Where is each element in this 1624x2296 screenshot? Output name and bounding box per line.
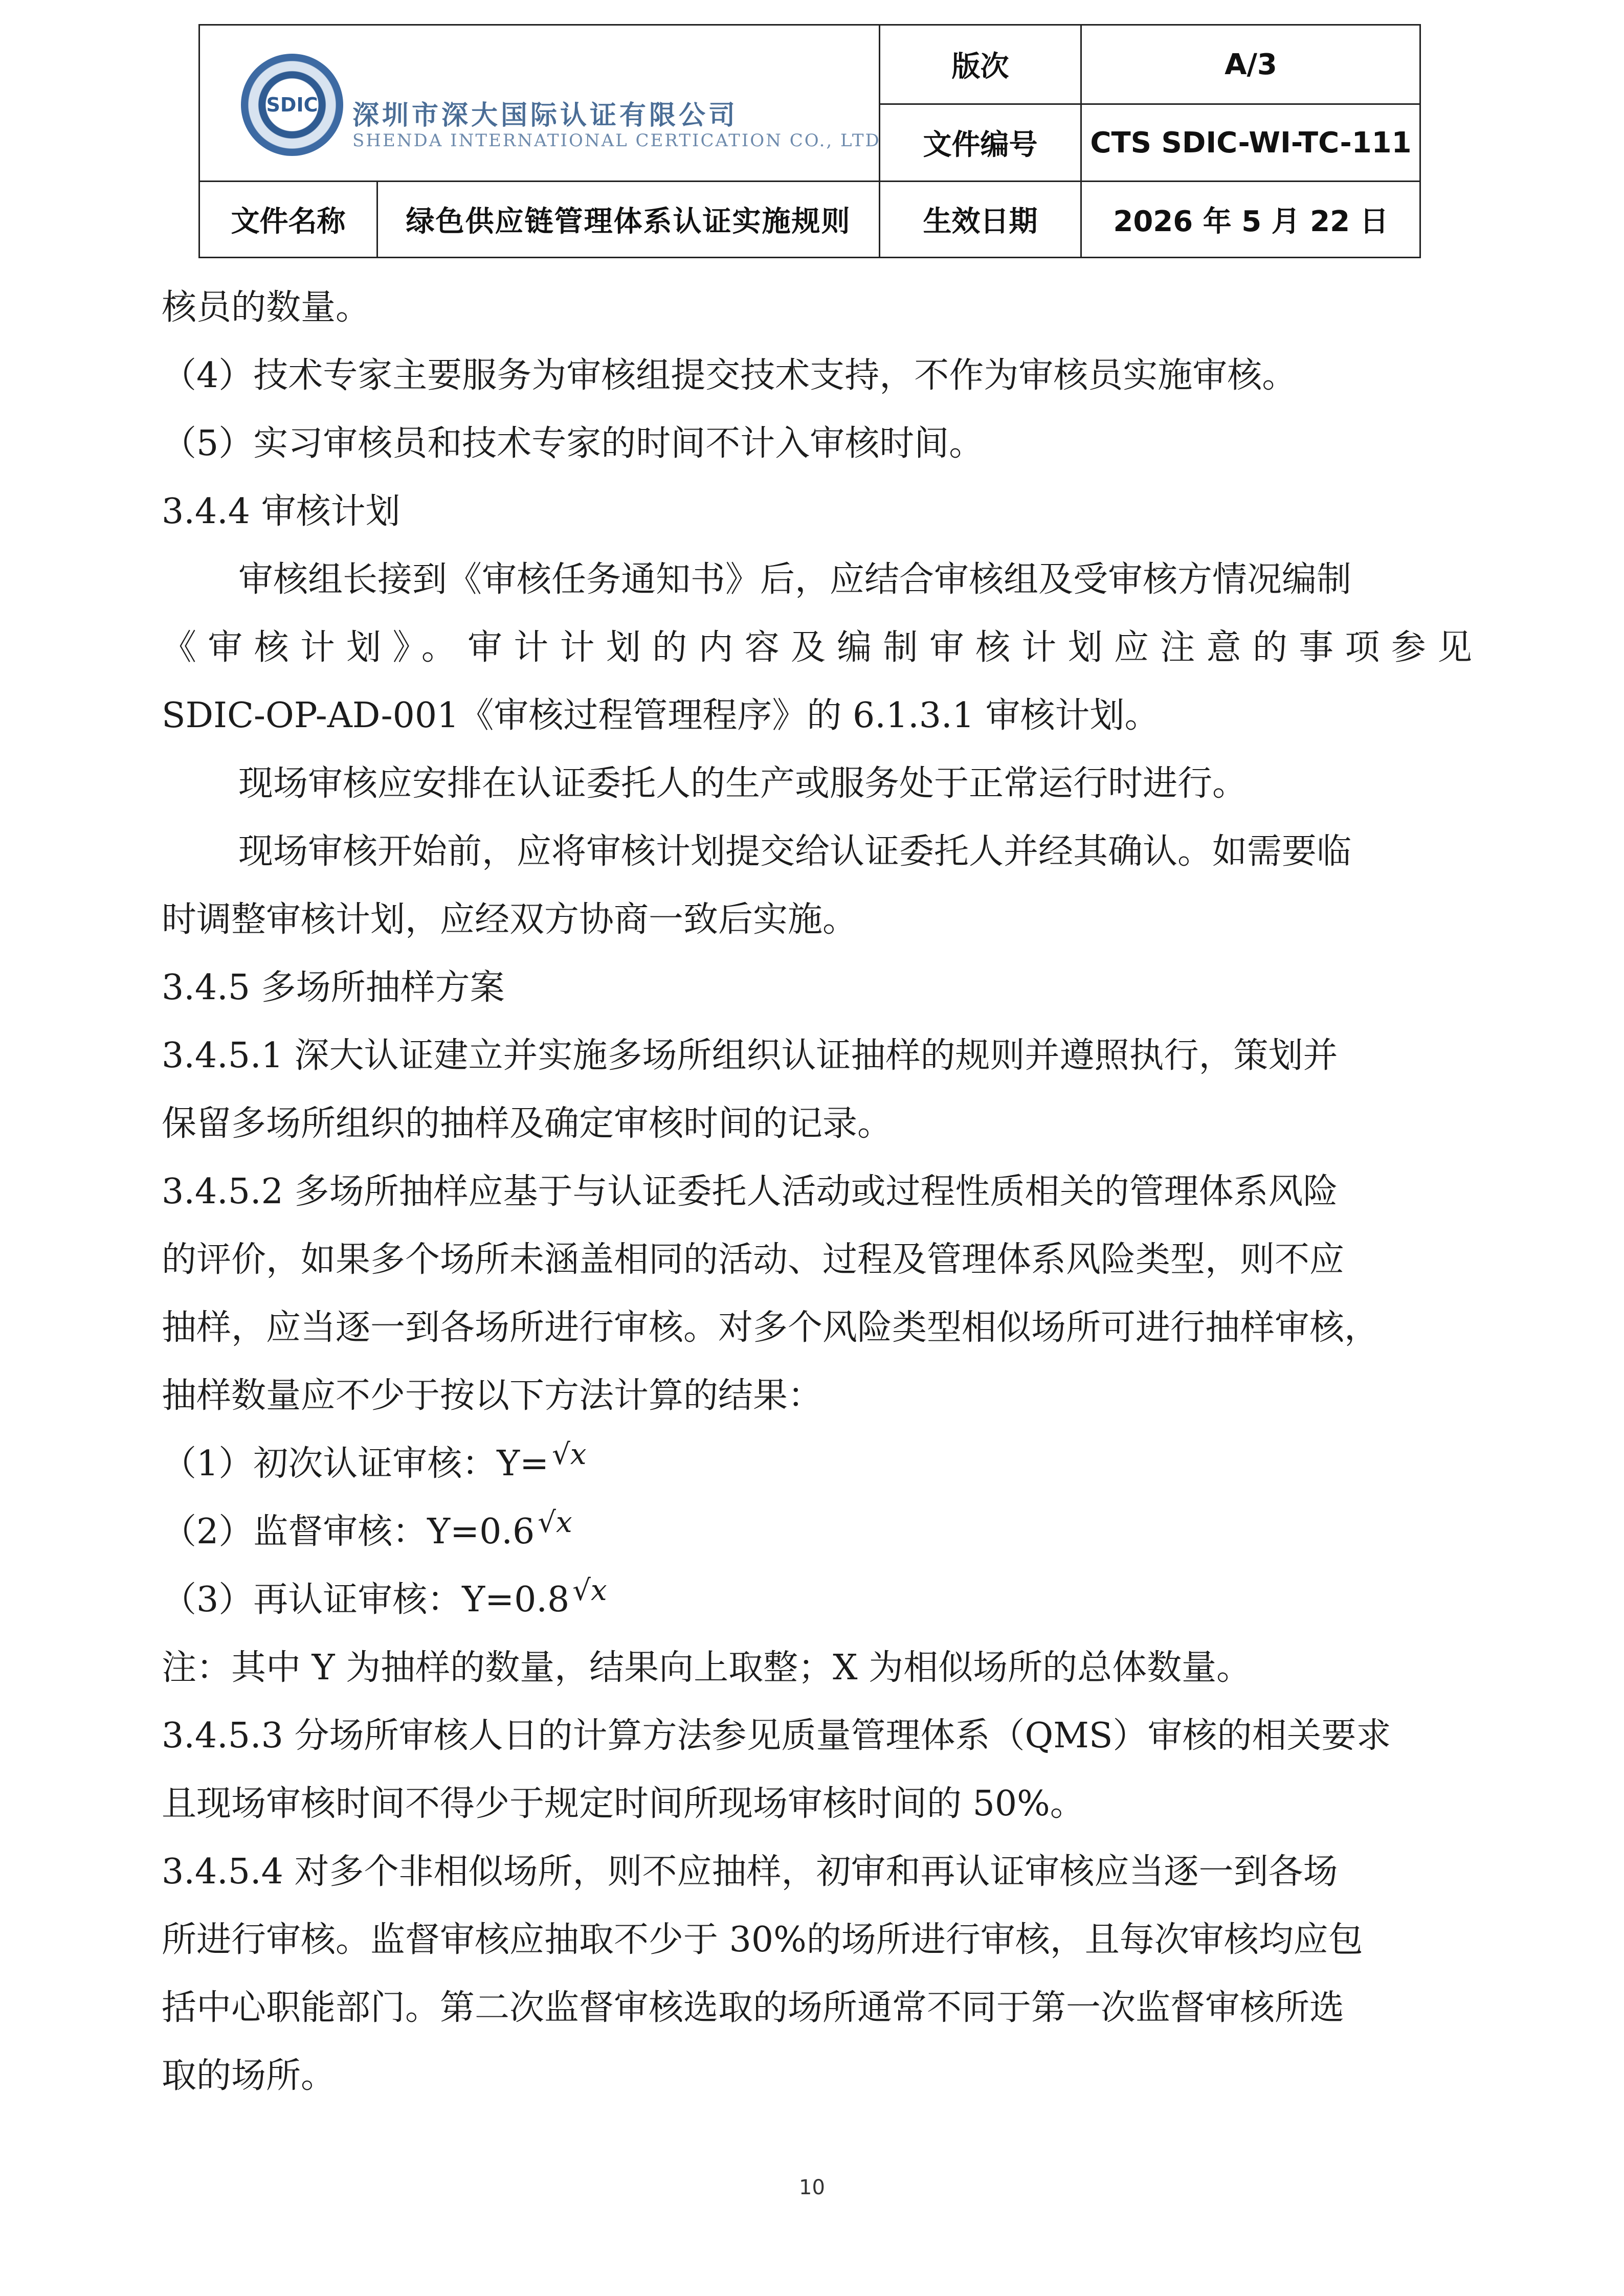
sqrt-x-formula: √x: [572, 1574, 607, 1607]
formula-label: （3）再认证审核：Y=0.8: [162, 1580, 570, 1620]
section-heading: 3.4.4 审核计划: [162, 491, 401, 532]
seal-icon: [241, 54, 343, 156]
text-line: 抽样数量应不少于按以下方法计算的结果：: [162, 1376, 823, 1416]
text-line: 抽样，应当逐一到各场所进行审核。对多个风险类型相似场所可进行抽样审核，: [162, 1308, 1380, 1348]
formula-line: [162, 1506, 572, 1552]
logo-mark: SDIC: [266, 94, 318, 116]
version-value: A/3: [1225, 48, 1277, 81]
formula-label: （2）监督审核：Y=0.6: [162, 1512, 535, 1552]
text-line: （4）技术专家主要服务为审核组提交技术支持，不作为审核员实施审核。: [162, 355, 1297, 396]
text-line: 括中心职能部门。第二次监督审核选取的场所通常不同于第一次监督审核所选: [162, 1988, 1345, 2028]
text-line: 审核组长接到《审核任务通知书》后，应结合审核组及受审核方情况编制: [238, 559, 1352, 600]
note-line: 注：其中 Y 为抽样的数量，结果向上取整；X 为相似场所的总体数量。: [162, 1648, 1252, 1688]
text-line: 3.4.5.1 深大认证建立并实施多场所组织认证抽样的规则并遵照执行，策划并: [162, 1036, 1338, 1076]
docno-value: CTS SDIC-WI-TC-111: [1090, 126, 1412, 160]
text-line: 核员的数量。: [162, 287, 371, 328]
formula-label: （1）初次认证审核：Y=: [162, 1444, 549, 1484]
sqrt-x-formula: √x: [552, 1438, 587, 1471]
text-line: （5）实习审核员和技术专家的时间不计入审核时间。: [162, 423, 984, 464]
text-line: 3.4.5.2 多场所抽样应基于与认证委托人活动或过程性质相关的管理体系风险: [162, 1172, 1338, 1212]
formula-line: [162, 1574, 607, 1620]
version-label: 版次: [951, 50, 1009, 83]
text-line: 现场审核应安排在认证委托人的生产或服务处于正常运行时进行。: [238, 763, 1248, 804]
text-line: 保留多场所组织的抽样及确定审核时间的记录。: [162, 1104, 893, 1144]
section-heading: 3.4.5 多场所抽样方案: [162, 967, 505, 1008]
docname-value: 绿色供应链管理体系认证实施规则: [406, 205, 851, 238]
text-line: 现场审核开始前，应将审核计划提交给认证委托人并经其确认。如需要临: [238, 831, 1352, 872]
text-line: 取的场所。: [162, 2056, 336, 2096]
effective-label: 生效日期: [923, 205, 1038, 238]
text-line: 所进行审核。监督审核应抽取不少于 30%的场所进行审核，且每次审核均应包: [162, 1920, 1363, 1960]
text-line: SDIC-OP-AD-001《审核过程管理程序》的 6.1.3.1 审核计划。: [162, 695, 1160, 736]
text-line: 的评价，如果多个场所未涵盖相同的活动、过程及管理体系风险类型，则不应: [162, 1240, 1345, 1280]
text-line: 3.4.5.4 对多个非相似场所，则不应抽样，初审和再认证审核应当逐一到各场: [162, 1852, 1338, 1892]
company-name-cn: 深圳市深大国际认证有限公司: [352, 100, 739, 131]
header-table: [198, 24, 1421, 258]
sqrt-x-formula: √x: [538, 1506, 572, 1539]
text-line: 且现场审核时间不得少于规定时间所现场审核时间的 50%。: [162, 1784, 1085, 1824]
text-line: 《审核计划》。审计计划的内容及编制审核计划应注意的事项参见: [162, 627, 1472, 668]
effective-value: 2026 年 5 月 22 日: [1113, 205, 1389, 238]
formula-line: [162, 1438, 587, 1484]
company-logo: [241, 54, 906, 171]
text-line: 时调整审核计划，应经双方协商一致后实施。: [162, 899, 858, 940]
page-number: 10: [799, 2176, 825, 2199]
docname-label: 文件名称: [231, 205, 346, 238]
company-name-en: SHENDA INTERNATIONAL CERTICATION CO., LTD: [352, 130, 881, 151]
docno-label: 文件编号: [923, 128, 1038, 162]
text-line: 3.4.5.3 分场所审核人日的计算方法参见质量管理体系（QMS）审核的相关要求: [162, 1716, 1391, 1756]
